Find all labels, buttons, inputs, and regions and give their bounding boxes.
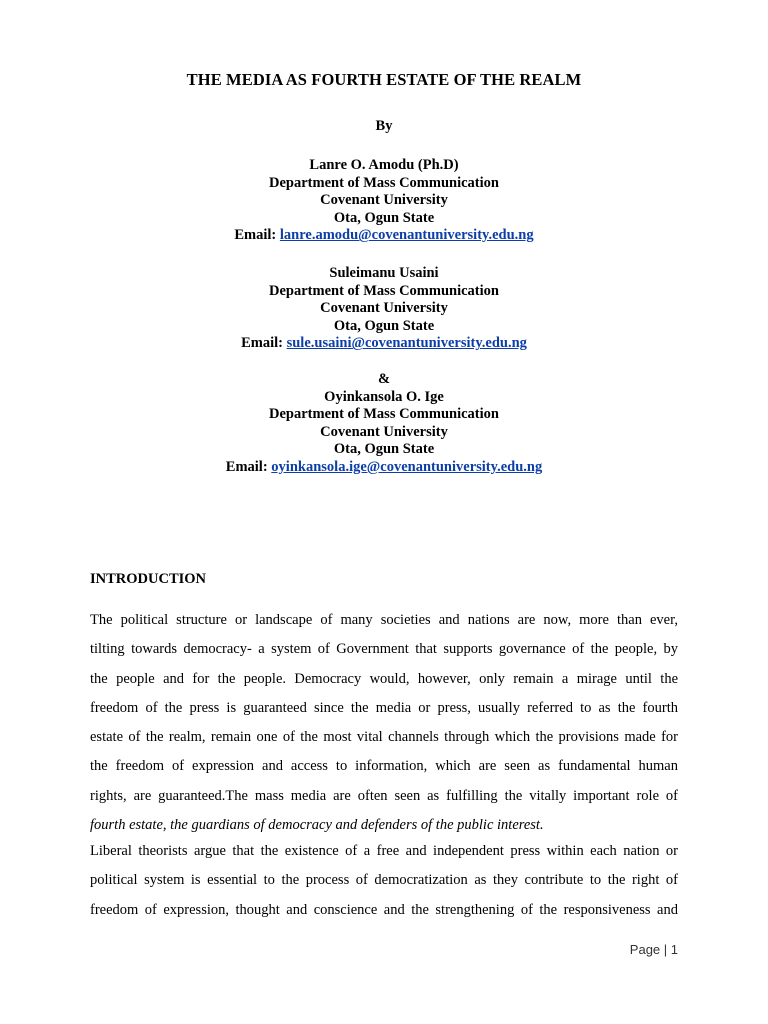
paragraph-line: tilting towards democracy- a system of Government that supports governance of the people, by (90, 641, 678, 658)
paragraph-line: Liberal theorists argue that the existence of a free and independent press within each nation or (90, 843, 678, 859)
author-department: Department of Mass Communication (269, 174, 499, 191)
author-email-link[interactable]: oyinkansola.ige@covenantuniversity.edu.ng (271, 458, 543, 475)
byline: By (375, 118, 393, 134)
author-location: Ota, Ogun State (333, 317, 435, 334)
author-block-3 (0, 371, 768, 477)
author-email-link[interactable]: sule.usaini@covenantuniversity.edu.ng (286, 335, 527, 352)
section-heading-introduction: INTRODUCTION (90, 571, 207, 587)
author-university: Covenant University (320, 423, 448, 440)
paragraph-line: the freedom of expression and access to information, which are seen as fundamental human (90, 758, 678, 775)
author-block-1 (0, 157, 768, 245)
author-email-line (0, 335, 768, 353)
author-conjunction: & (377, 371, 391, 387)
document-title: THE MEDIA AS FOURTH ESTATE OF THE REALM (186, 70, 582, 89)
author-location: Ota, Ogun State (333, 441, 435, 458)
paragraph-line: rights, are guaranteed.The mass media are often seen as fulfilling the vitally important role of (90, 787, 678, 804)
paragraph-line: freedom of expression, thought and conscience and the strengthening of the responsiveness and (90, 901, 678, 918)
author-block-2 (0, 265, 768, 353)
author-name: Oyinkansola O. Ige (324, 388, 444, 405)
email-label: Email: (241, 335, 283, 352)
email-label: Email: (234, 227, 277, 244)
author-name: Lanre O. Amodu (Ph.D) (309, 157, 459, 173)
introduction-paragraph-1 (90, 606, 678, 840)
author-name: Suleimanu Usaini (329, 265, 439, 281)
author-department: Department of Mass Communication (269, 406, 499, 423)
paragraph-line: estate of the realm, remain one of the most vital channels through which the provisions made for (90, 729, 678, 746)
page-number: Page | 1 (629, 942, 678, 957)
introduction-paragraph-2 (90, 837, 678, 925)
paragraph-line: the people and for the people. Democracy would, however, only remain a mirage until the (90, 670, 678, 687)
author-email-line (0, 459, 768, 477)
paragraph-line: political system is essential to the process of democratization as they contribute to the right of (90, 872, 678, 889)
author-location: Ota, Ogun State (333, 209, 435, 226)
author-email-line (0, 227, 768, 245)
paragraph-line: freedom of the press is guaranteed since the media or press, usually referred to as the fourth (90, 699, 678, 716)
author-university: Covenant University (320, 192, 448, 209)
author-university: Covenant University (320, 300, 448, 317)
author-department: Department of Mass Communication (269, 282, 499, 299)
author-email-link[interactable]: lanre.amodu@covenantuniversity.edu.ng (279, 227, 534, 244)
paragraph-line-italic: fourth estate, the guardians of democracy and defenders of the public interest. (90, 817, 544, 834)
paragraph-line: The political structure or landscape of many societies and nations are now, more than ever, (90, 612, 678, 628)
email-label: Email: (225, 458, 268, 475)
